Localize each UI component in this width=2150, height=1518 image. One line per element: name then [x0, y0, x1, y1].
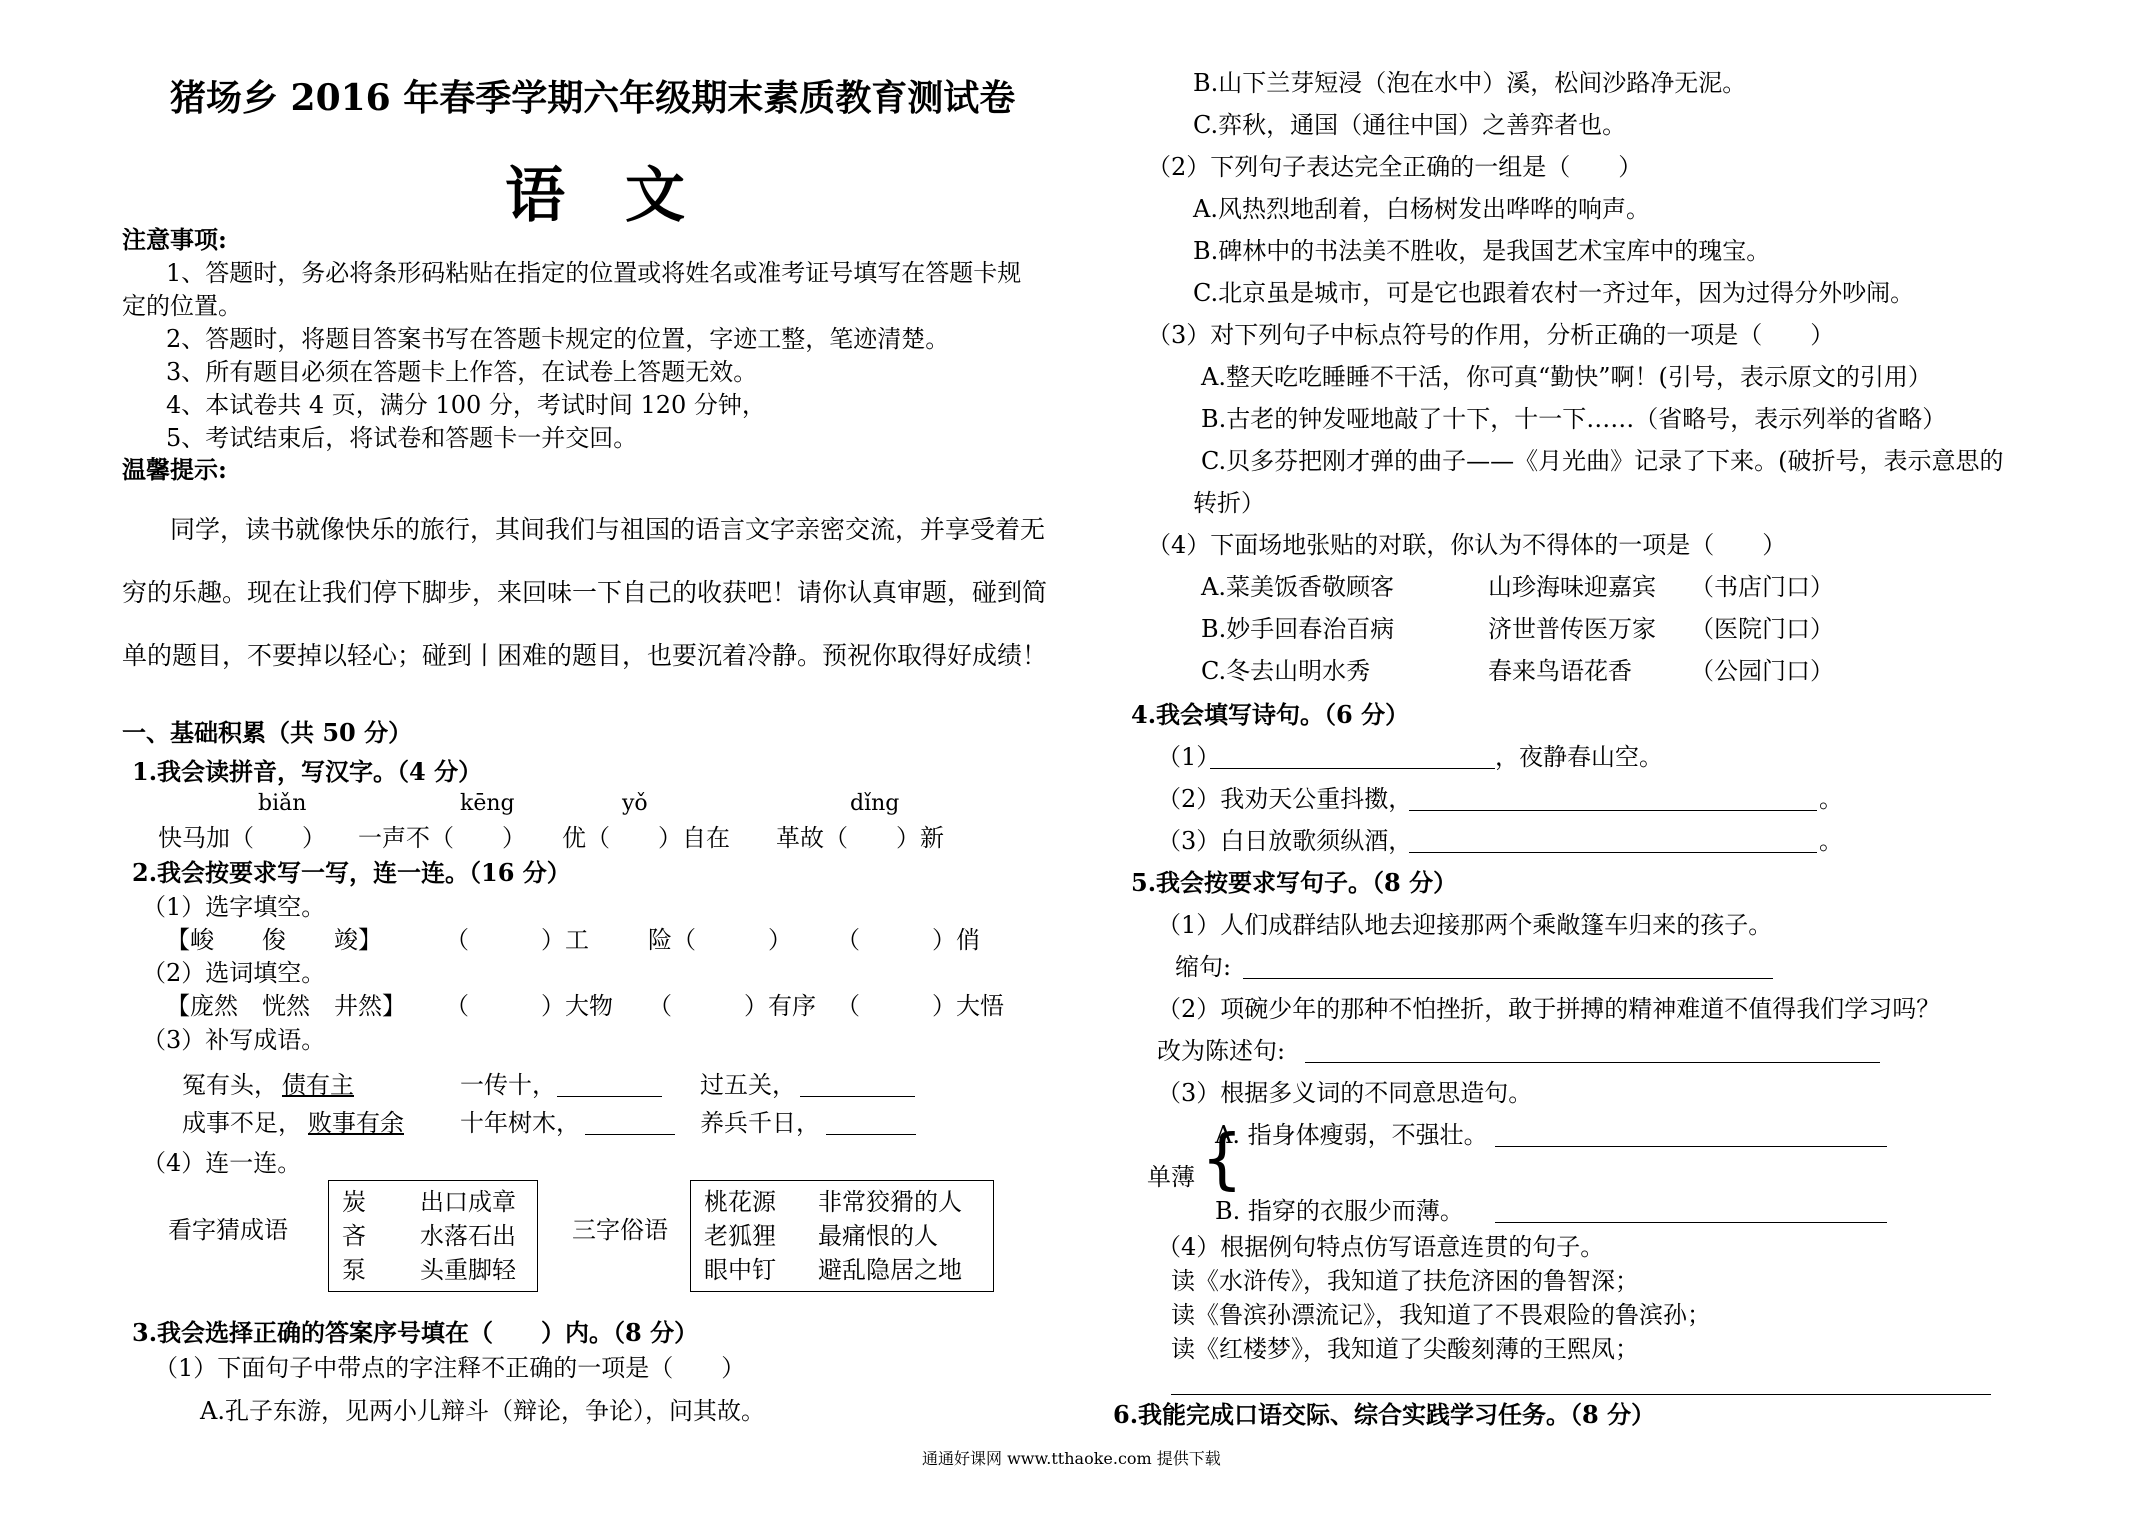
q3-sub3-c-cont: 转折）: [1193, 489, 1265, 517]
guess-char[interactable]: 吝: [342, 1222, 366, 1250]
pinyin: kēng: [460, 791, 515, 816]
idiom-blank[interactable]: [826, 1110, 916, 1135]
q2-sub4: （4）连一连。: [142, 1149, 302, 1177]
exam-title: 猪场乡 2016 年春季学期六年级期末素质教育测试卷: [170, 77, 1016, 119]
section1-heading: 一、基础积累（共 50 分）: [122, 718, 413, 747]
guess-idiom[interactable]: 出口成章: [420, 1188, 516, 1216]
tips-heading: 温馨提示:: [122, 455, 227, 484]
couplet-first: B.妙手回春治百病: [1201, 615, 1395, 643]
idiom-blank[interactable]: [557, 1072, 662, 1097]
q5-sub4: （4）根据例句特点仿写语意连贯的句子。: [1157, 1233, 1605, 1261]
couplet-place: （医院门口）: [1690, 615, 1834, 643]
brace-icon: {: [1201, 1120, 1243, 1197]
q5-sub3: （3）根据多义词的不同意思造句。: [1157, 1079, 1533, 1107]
couplet-first: C.冬去山明水秀: [1201, 657, 1371, 685]
q5-heading: 5.我会按要求写句子。（8 分）: [1131, 868, 1458, 897]
idiom-blank[interactable]: [800, 1072, 915, 1097]
tips-line: 同学，读书就像快乐的旅行，其间我们与祖国的语言文字亲密交流，并享受着无: [170, 515, 1046, 544]
q4-line2-suffix: 。: [1819, 785, 1843, 813]
note-line: 2、答题时，将题目答案书写在答题卡规定的位置，字迹工整，笔迹清楚。: [166, 325, 950, 353]
saying[interactable]: 眼中钉: [704, 1256, 776, 1284]
couplet-place: （书店门口）: [1690, 573, 1834, 601]
idiom-prefix: 冤有头，: [182, 1071, 278, 1099]
q2-sub3: （3）补写成语。: [142, 1026, 326, 1054]
footer-credit: 通通好课网 www.tthaoke.com 提供下载: [922, 1449, 1221, 1468]
q3-sub4: （4）下面场地张贴的对联，你认为不得体的一项是（ ）: [1147, 531, 1787, 559]
tips-line: 单的题目，不要掉以轻心；碰到丨困难的题目，也要沉着冷静。预祝你取得好成绩！: [122, 641, 1048, 670]
q2-sub2-item: （ ）大物: [445, 992, 613, 1020]
pinyin: yǒ: [622, 791, 648, 816]
idiom-blank[interactable]: [585, 1110, 675, 1135]
saying-meaning[interactable]: 非常狡猾的人: [818, 1188, 962, 1216]
q2-sub2: （2）选词填空。: [142, 959, 326, 987]
saying-meaning[interactable]: 最痛恨的人: [818, 1222, 938, 1250]
example-line: 读《红楼梦》，我知道了尖酸刻薄的王熙凤；: [1171, 1335, 1639, 1363]
note-line: 1、答题时，务必将条形码粘贴在指定的位置或将姓名或准考证号填写在答题卡规: [166, 259, 1022, 287]
example-line: 读《水浒传》，我知道了扶危济困的鲁智深；: [1171, 1267, 1639, 1295]
q3-heading: 3.我会选择正确的答案序号填在（ ）内。（8 分）: [132, 1318, 699, 1347]
q6-heading: 6.我能完成口语交际、综合实践学习任务。（8 分）: [1113, 1400, 1656, 1429]
q2-sub1-options: 【峻 俊 竣】: [166, 926, 382, 954]
polysemy-word: 单薄: [1147, 1163, 1195, 1191]
q3-sub2-c: C.北京虽是城市，可是它也跟着农村一齐过年，因为过得分外吵闹。: [1193, 279, 1915, 307]
idiom-prefix: 一传十，: [460, 1071, 556, 1099]
q3-sub3-b: B.古老的钟发哑地敲了十下，十一下……（省略号，表示列举的省略）: [1201, 405, 1947, 433]
poem-blank[interactable]: [1409, 828, 1817, 853]
couplet-place: （公园门口）: [1690, 657, 1834, 685]
couplet-second: 济世普传医万家: [1488, 615, 1656, 643]
q3-sub2: （2）下列句子表达完全正确的一组是（ ）: [1147, 153, 1643, 181]
idiom-prefix: 十年树木，: [460, 1109, 580, 1137]
couplet-first: A.菜美饭香敬顾客: [1201, 573, 1394, 601]
note-line: 4、本试卷共 4 页，满分 100 分，考试时间 120 分钟，: [166, 391, 766, 419]
q5-sub1-label: 缩句:: [1175, 953, 1232, 981]
q2-sub2-options: 【庞然 恍然 井然】: [166, 992, 406, 1020]
q4-line1-suffix: ，夜静春山空。: [1495, 743, 1663, 771]
q2-heading: 2.我会按要求写一写，连一连。（16 分）: [132, 858, 571, 887]
answer-blank[interactable]: [1243, 954, 1773, 979]
guess-idiom[interactable]: 头重脚轻: [420, 1256, 516, 1284]
q1-item: 一声不（ ）: [358, 824, 526, 852]
q2-sub1-item: 险（ ）: [648, 926, 792, 954]
pinyin: biǎn: [258, 791, 307, 816]
q3-sub1-b: B.山下兰芽短浸（泡在水中）溪，松间沙路净无泥。: [1193, 69, 1747, 97]
idiom-prefix: 成事不足，: [182, 1109, 302, 1137]
q1-item: 快马加（ ）: [158, 824, 326, 852]
idiom-answer: 败事有余: [308, 1109, 404, 1137]
guess-label: 看字猜成语: [168, 1216, 288, 1244]
subject-title: 语文: [505, 161, 745, 231]
q1-item: 优（ ）自在: [562, 824, 730, 852]
q4-line2-prefix: （2）我劝天公重抖擞，: [1157, 785, 1413, 813]
q3-sub3-c: C.贝多芬把刚才弹的曲子——《月光曲》记录了下来。(破折号，表示意思的: [1201, 447, 2004, 475]
idiom-prefix: 养兵千日，: [700, 1109, 820, 1137]
q4-line3-prefix: （3）白日放歌须纵酒，: [1157, 827, 1413, 855]
answer-blank[interactable]: [1171, 1370, 1991, 1395]
saying[interactable]: 桃花源: [704, 1188, 776, 1216]
idiom-prefix: 过五关，: [700, 1071, 796, 1099]
q5-sub1: （1）人们成群结队地去迎接那两个乘敞篷车归来的孩子。: [1157, 911, 1773, 939]
guess-char[interactable]: 泵: [342, 1256, 366, 1284]
poem-blank[interactable]: [1409, 786, 1817, 811]
note-line: 定的位置。: [122, 292, 242, 320]
q1-item: 革故（ ）新: [776, 824, 944, 852]
saying-meaning[interactable]: 避乱隐居之地: [818, 1256, 962, 1284]
q1-heading: 1.我会读拼音，写汉字。（4 分）: [132, 757, 483, 786]
example-line: 读《鲁滨孙漂流记》，我知道了不畏艰险的鲁滨孙；: [1171, 1301, 1711, 1329]
sayings-label: 三字俗语: [572, 1216, 668, 1244]
meaning-a: A. 指身体瘦弱，不强壮。: [1215, 1121, 1488, 1149]
meaning-b: B. 指穿的衣服少而薄。: [1215, 1197, 1464, 1225]
note-line: 3、所有题目必须在答题卡上作答，在试卷上答题无效。: [166, 358, 758, 386]
notes-heading: 注意事项:: [122, 225, 227, 254]
q4-line3-suffix: 。: [1819, 827, 1843, 855]
q3-sub1-c: C.弈秋，通国（通往中国）之善弈者也。: [1193, 111, 1627, 139]
guess-char[interactable]: 炭: [342, 1188, 366, 1216]
q3-sub2-b: B.碑林中的书法美不胜收，是我国艺术宝库中的瑰宝。: [1193, 237, 1771, 265]
tips-line: 穷的乐趣。现在让我们停下脚步，来回味一下自己的收获吧！请你认真审题，碰到简: [122, 578, 1048, 607]
q5-sub2-label: 改为陈述句:: [1157, 1037, 1286, 1065]
answer-blank[interactable]: [1305, 1038, 1880, 1063]
note-line: 5、考试结束后，将试卷和答题卡一并交回。: [166, 424, 638, 452]
q2-sub2-item: （ ）有序: [648, 992, 816, 1020]
couplet-second: 春来鸟语花香: [1488, 657, 1632, 685]
answer-blank[interactable]: [1495, 1122, 1887, 1147]
poem-blank[interactable]: [1210, 744, 1495, 769]
q3-sub2-a: A.风热烈地刮着，白杨树发出哗哗的响声。: [1193, 195, 1650, 223]
q2-sub1-item: （ ）俏: [836, 926, 980, 954]
q4-line1-prefix: （1）: [1157, 743, 1221, 771]
q3-sub3: （3）对下列句子中标点符号的作用，分析正确的一项是（ ）: [1147, 321, 1835, 349]
couplet-second: 山珍海味迎嘉宾: [1488, 573, 1656, 601]
q4-heading: 4.我会填写诗句。（6 分）: [1131, 700, 1410, 729]
q5-sub2: （2）项碗少年的那种不怕挫折，敢于拼搏的精神难道不值得我们学习吗？: [1157, 995, 1941, 1023]
q3-sub1: （1）下面句子中带点的字注释不正确的一项是（ ）: [154, 1354, 746, 1382]
guess-idiom[interactable]: 水落石出: [420, 1222, 516, 1250]
saying[interactable]: 老狐狸: [704, 1222, 776, 1250]
q2-sub1: （1）选字填空。: [142, 893, 326, 921]
idiom-answer: 债有主: [282, 1071, 354, 1099]
q3-sub3-a: A.整天吃吃睡睡不干活，你可真“勤快”啊！(引号，表示原文的引用）: [1201, 363, 1932, 391]
q2-sub2-item: （ ）大悟: [836, 992, 1004, 1020]
q2-sub1-item: （ ）工: [445, 926, 589, 954]
q3-sub1-a: A.孔子东游，见两小儿辩斗（辩论，争论），问其故。: [200, 1397, 765, 1425]
answer-blank[interactable]: [1495, 1198, 1887, 1223]
pinyin: dǐng: [850, 791, 900, 816]
